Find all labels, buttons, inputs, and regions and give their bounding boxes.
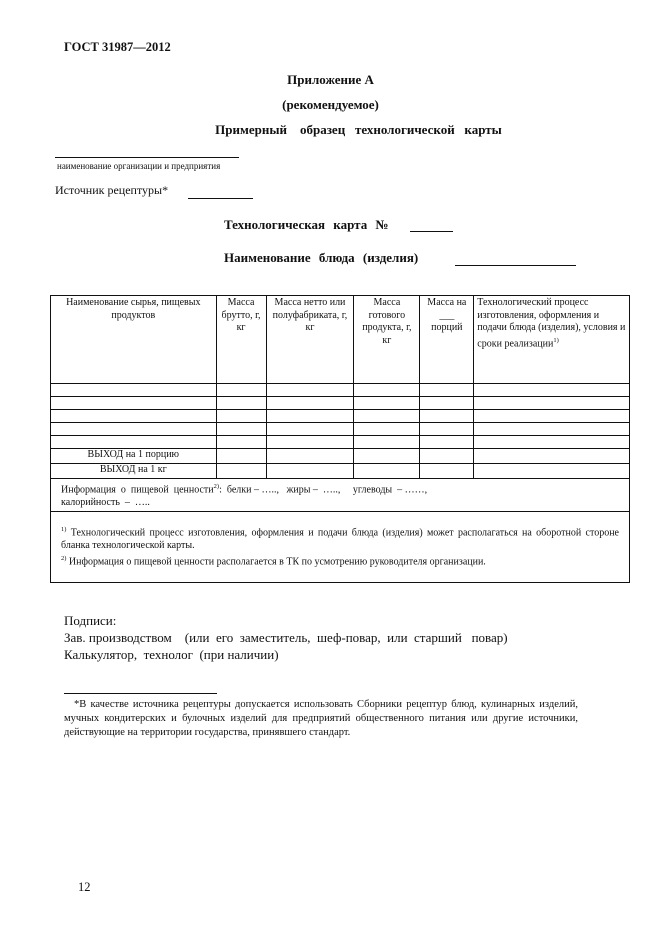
header-gross-mass: Масса брутто, г, кг: [216, 296, 266, 384]
footnote-text: [64, 698, 578, 740]
yield-kg-row: [51, 464, 630, 479]
header-portions-mass: Масса на ___ порций: [420, 296, 474, 384]
table-row: [51, 397, 630, 410]
yield-portion-row: [51, 449, 630, 464]
source-blank-line: [188, 198, 253, 199]
note-2-mark: 2): [61, 554, 67, 562]
table-row: [51, 436, 630, 449]
header-tech-process-text: Технологический процесс изготовления, оформления и подачи блюда (изделия), условия и сроки реализации: [477, 297, 626, 349]
table-row: [51, 423, 630, 436]
signatures-title: Подписи:: [64, 613, 117, 628]
nutrition-calories: калорийность – …..: [61, 496, 150, 508]
note-1: [61, 524, 619, 552]
nutrition-footnote-mark: 2): [213, 483, 220, 490]
nutrition-values: : белки – ….., жиры – ….., углеводы – ……,: [219, 484, 428, 496]
table-row: [51, 384, 630, 397]
signatures-line-2: Калькулятор, технолог (при наличии): [64, 647, 279, 662]
page-number: 12: [78, 880, 91, 894]
table-row: [51, 410, 630, 423]
signatures-line-1: Зав. производством (или его заместитель, шеф-повар, или старший повар): [64, 630, 508, 645]
yield-kg-label: ВЫХОД на 1 кг: [51, 464, 217, 479]
org-caption: наименование организации и предприятия: [57, 161, 221, 171]
note-2-text: Информация о пищевой ценности располагается в ТК по усмотрению руководителя организации.: [66, 555, 486, 567]
card-number-label: Технологическая карта №: [224, 217, 389, 232]
header-net-mass: Масса нетто или полуфабриката, г, кг: [266, 296, 354, 384]
header-footnote-mark: 1): [553, 336, 559, 344]
footnote-separator: [64, 693, 217, 694]
tech-card-table: [50, 295, 630, 583]
note-1-mark: 1): [61, 526, 67, 534]
footnote-body: *В качестве источника рецептуры допускается использовать Сборники рецептур блюд, кулинарных изделий, мучных кондитерских и булочных изделий для предприятий общественного питания или другие источники, действующие на территории государства, принявшего стандарт.: [64, 699, 578, 738]
nutrition-label: Информация о пищевой ценности: [61, 484, 214, 496]
nutrition-info: [51, 479, 630, 512]
table-header-row: [51, 296, 630, 384]
appendix-title: Приложение А: [287, 72, 374, 87]
header-raw-materials: Наименование сырья, пищевых продуктов: [51, 296, 217, 384]
dish-name-label: Наименование блюда (изделия): [224, 250, 419, 265]
appendix-subtitle: Примерный образец технологической карты: [215, 122, 502, 137]
table-notes: [51, 512, 630, 583]
note-1-text: Технологический процесс изготовления, оформления и подачи блюда (изделия) может располагаться на оборотной стороне бланка технологической карты.: [61, 527, 619, 552]
note-2: [61, 553, 619, 569]
yield-portion-label: ВЫХОД на 1 порцию: [51, 449, 217, 464]
notes-row: [51, 512, 630, 583]
source-label: Источник рецептуры*: [55, 183, 169, 197]
dish-name-blank: [455, 265, 576, 266]
card-number-blank: [410, 231, 453, 232]
org-name-line: [55, 157, 239, 158]
appendix-status: (рекомендуемое): [282, 97, 379, 112]
standard-header: ГОСТ 31987—2012: [64, 40, 171, 54]
header-finished-mass: Масса готового продукта, г, кг: [354, 296, 420, 384]
nutrition-row: [51, 479, 630, 512]
header-tech-process: [474, 296, 630, 384]
